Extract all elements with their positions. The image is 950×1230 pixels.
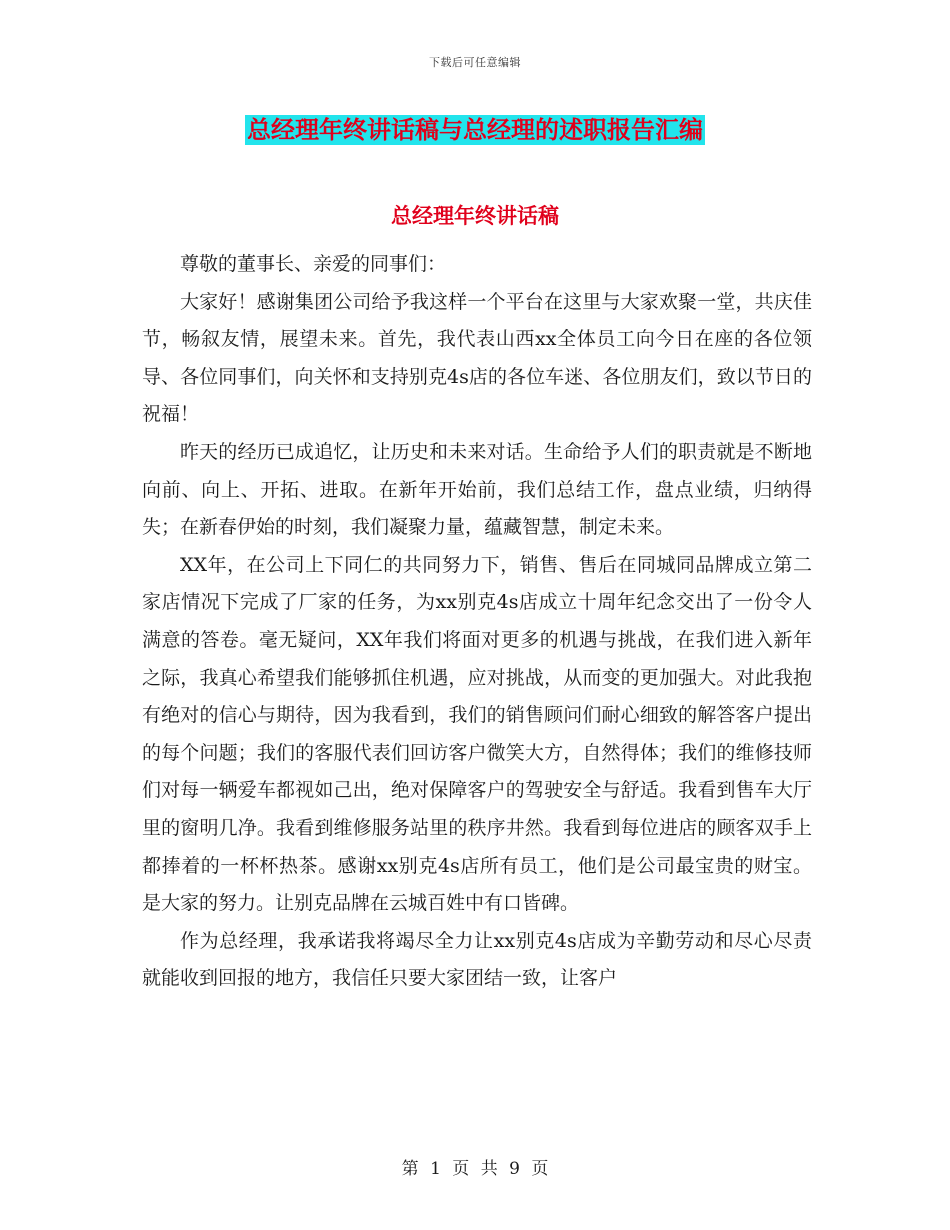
- paragraph: XX年，在公司上下同仁的共同努力下，销售、售后在同城同品牌成立第二家店情况下完成了厂家的任务，为xx别克4s店成立十周年纪念交出了一份令人满意的答卷。毫无疑问，XX年我们将面对更多的机遇与挑战，在我们进入新年之际，我真心希望我们能够抓住机遇，应对挑战，从而变的更加强大。对此我抱有绝对的信心与期待，因为我看到，我们的销售顾问们耐心细致的解答客户提出的每个问题；我们的客服代表们回访客户微笑大方，自然得体；我们的维修技师们对每一辆爱车都视如己出，绝对保障客户的驾驶安全与舒适。我看到售车大厅里的窗明几净。我看到维修服务站里的秩序井然。我看到每位进店的顾客双手上都捧着的一杯杯热茶。感谢xx别克4s店所有员工，他们是公司最宝贵的财宝。是大家的努力。让别克品牌在云城百姓中有口皆碑。: [142, 553, 812, 915]
- document-title-text: 总经理年终讲话稿与总经理的述职报告汇编: [247, 116, 703, 144]
- header-note: 下载后可任意编辑: [429, 56, 521, 69]
- paragraph: 昨天的经历已成追忆，让历史和未来对话。生命给予人们的职责就是不断地向前、向上、开拓、进取。在新年开始前，我们总结工作，盘点业绩，归纳得失；在新春伊始的时刻，我们凝聚力量，蕴藏智慧，制定未来。: [142, 440, 812, 539]
- salutation-paragraph: 尊敬的董事长、亲爱的同事们：: [180, 253, 447, 275]
- body-text: [142, 246, 812, 998]
- document-title: [0, 113, 950, 147]
- paragraph: 作为总经理，我承诺我将竭尽全力让xx别克4s店成为辛勤劳动和尽心尽责就能收到回报的地方，我信任只要大家团结一致，让客户: [142, 929, 812, 990]
- section-title: 总经理年终讲话稿: [391, 204, 559, 228]
- paragraph: 大家好！感谢集团公司给予我这样一个平台在这里与大家欢聚一堂，共庆佳节，畅叙友情，展望未来。首先，我代表山西xx全体员工向今日在座的各位领导、各位同事们，向关怀和支持别克4s店的各位车迷、各位朋友们，致以节日的祝福！: [142, 290, 812, 426]
- page-number-footer: 第 1 页 共 9 页: [401, 1159, 549, 1179]
